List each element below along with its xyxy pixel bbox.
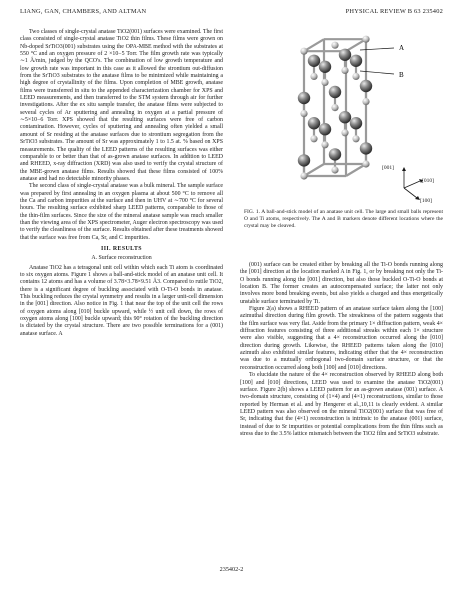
- oxygen-atom: [298, 154, 310, 166]
- paragraph-mineral-sample: The second class of single-crystal anatase was a bulk mineral. The sample surface was prepared by first annealing in an oxygen plasma at about 500 °C to remove all the Ca and carbon impurities at the surface and then in UHV at ∼700 °C for several hours. The resulting surface exhibited sharp LEED patterns, comparable to those of the thin-film surfaces. Since the size of the mineral anatase sample was much smaller than the viewing area of the XPS spectrometer, Auger electron spectroscopy was used to verify the cleanliness of the surface. Results obtained after these treatments showed that the surface was free from Ca, Sr, and C impurities.: [20, 183, 223, 241]
- oxygen-atom: [319, 123, 331, 135]
- marker-b-label: B: [399, 71, 404, 79]
- oxygen-atom: [308, 55, 320, 67]
- oxygen-atom: [329, 86, 341, 98]
- left-column: [20, 29, 223, 338]
- paragraph-film-growth: Two classes of single-crystal anatase TiO2(001) surfaces were examined. The first class consisted of single-crystal anatase TiO2 thin films. These films were grown on Nb-doped SrTiO3(001) substrates using the OPA-MBE method with the substrates at 550 °C and an oxygen pressure of 2 ×10−5 Torr. The film growth rate was typically ∼1 Å/min, judged by the QCO's. The combination of low growth temperature and low growth rate was important in this case as it allowed the strontium out-diffusion from the SrTiO3 substrates to the anatase films to be minimized while maintaining a high degree of crystallinity of the films. Upon completion of MBE growth, anatase films were transferred in situ to the appended characterization chamber for XPS and LEED measurements, and then transferred to the STM system through air for further investigations. After the ex situ sample transfer, the anatase films were subjected to several cycles of Ar sputtering and annealing in oxygen at a partial pressure of ∼5×10−6 Torr. XPS showed that the resulting surfaces were free of carbon contamination. However, cycles of sputtering and annealing often yielded a small amount of Sr residing at the anatase surfaces due to strontium segregation from the SrTiO3 substrates. The amount of Sr was approximately 1 to 1.5 at. % based on XPS measurements. The quality of the LEED patterns of the resulting surfaces was either comparable to or better than that of as-grown anatase surfaces. In addition to LEED and RHEED, x-ray diffraction (XRD) was also used to verify the crystal structure of the MBE-grown anatase films. Results showed that these films consisted of 100% anatase and had no detectable minority phases.: [20, 29, 223, 182]
- axis-triad: [382, 165, 434, 204]
- titanium-atom: [331, 166, 338, 173]
- header-journal: PHYSICAL REVIEW B 63 235402: [345, 8, 443, 15]
- oxygen-atom: [329, 148, 341, 160]
- titanium-atom: [352, 135, 359, 142]
- titanium-atom: [310, 135, 317, 142]
- paragraph-anatase-cell: Anatase TiO2 has a tetragonal unit cell within which each Ti atom is coordinated to six oxygen atoms. Figure 1 shows a ball-and-stick model of an anatase unit cell. It contains 12 atoms and has a volume of 3.78×3.78×9.51 Å3. Compared to rutile TiO2, there is a significant degree of buckling associated with O-Ti-O bonds in anatase. This buckling reduces the crystal symmetry and results in a larger unit-cell dimension in the [001] direction. Also notice in Fig. 1 that near the top of the unit cell the rows of oxygen atoms along [010] buckle upward, while ½ unit cell down, the rows of oxygen atoms along [100] buckle upward; this 90° rotation of the buckling direction is dictated by the crystal structure. There are two possible terminations for a (001) anatase surface. A: [20, 264, 223, 337]
- oxygen-atom: [350, 117, 362, 129]
- titanium-atom: [300, 110, 307, 117]
- axis-100-label: [100]: [420, 198, 432, 204]
- titanium-atom: [341, 67, 348, 74]
- header-authors: LIANG, GAN, CHAMBERS, AND ALTMAN: [20, 8, 147, 15]
- paragraph-leed: To elucidate the nature of the 4× reconstruction observed by RHEED along both [100] and [010] directions, LEED was used to examine the anatase TiO2(001) surface. Figure 2(b) shows a LEED pattern for an as-grown anatase (001) surface. A two-domain structure, consisting of (1×4) and (4×1) reconstructions, similar to those reported by Herman et al. and by Hengerer et al.,10,11 is clearly evident. A similar LEED pattern was also observed on the mineral TiO2(001) surface that was free of Sr, indicating that the (4×1) reconstruction is intrinsic to the anatase (001) surface, instead of due to Sr impurities or potential complications from the thin films such as stress due to the 3.5% lattice mismatch between the TiO2 film and SrTiO3 substrate.: [240, 372, 443, 437]
- oxygen-atom: [339, 49, 351, 61]
- titanium-atom: [362, 36, 369, 43]
- titanium-atom: [362, 160, 369, 167]
- atom-balls: [298, 36, 372, 180]
- titanium-atom: [352, 73, 359, 80]
- right-column: [240, 262, 443, 438]
- titanium-atom: [362, 98, 369, 105]
- titanium-atom: [321, 141, 328, 148]
- figure-caption: FIG. 1. A ball-and-stick model of an anatase unit cell. The large and small balls represent O and Ti atoms, respectively. The A and B markers denote different locations where the crystal may be cleaved.: [244, 209, 443, 229]
- axis-010-label: [010]: [422, 178, 434, 184]
- running-header: [20, 8, 443, 20]
- titanium-atom: [300, 172, 307, 179]
- page-number: 235402-2: [219, 566, 244, 573]
- titanium-atom: [300, 48, 307, 55]
- paragraph-surface-termination: (001) surface can be created either by breaking all the Ti-O bonds running along the [001] direction at the location marked A in Fig. 1, or by breaking not only the Ti-O bonds running along the [001] direction, but also those buckled O-Ti-O bonds at location B. The former creates an autocompensated surface; the latter not only involves more bond breaking events, but also yields a charged and thus energetically unstable surface terminated by Ti.: [240, 262, 443, 305]
- section-title: III. RESULTS: [101, 245, 142, 252]
- titanium-atom: [331, 42, 338, 49]
- oxygen-atom: [308, 117, 320, 129]
- titanium-atom: [321, 79, 328, 86]
- oxygen-atom: [319, 61, 331, 73]
- oxygen-atom: [360, 142, 372, 154]
- axis-001-label: [001]: [382, 165, 394, 171]
- oxygen-atom: [360, 80, 372, 92]
- titanium-atom: [341, 129, 348, 136]
- titanium-atom: [331, 104, 338, 111]
- titanium-atom: [310, 73, 317, 80]
- paragraph-rheed: Figure 2(a) shows a RHEED pattern of an anatase surface taken along the [100] azimuthal direction during film growth. The streakiness of the pattern suggests that the film surface was very flat. Aside from the primary 1× diffraction pattern, weak 4× diffraction features consisting of three additional streaks within each 1× structure were also visible, suggesting that a 4× reconstruction occurred along the [010] direction during growth. Likewise, the RHEED patterns taken along the [010] azimuth also exhibited similar features, indicating either that the 4× reconstruction was due to a mutually orthogonal two-domain surface structure, or that the reconstruction occurred along both [100] and [010] directions.: [240, 306, 443, 371]
- subsection-title: A. Surface reconstruction: [91, 255, 152, 262]
- oxygen-atom: [339, 111, 351, 123]
- anatase-unit-cell-figure: [244, 26, 444, 206]
- oxygen-atom: [298, 92, 310, 104]
- marker-a-label: A: [399, 44, 405, 52]
- oxygen-atom: [350, 55, 362, 67]
